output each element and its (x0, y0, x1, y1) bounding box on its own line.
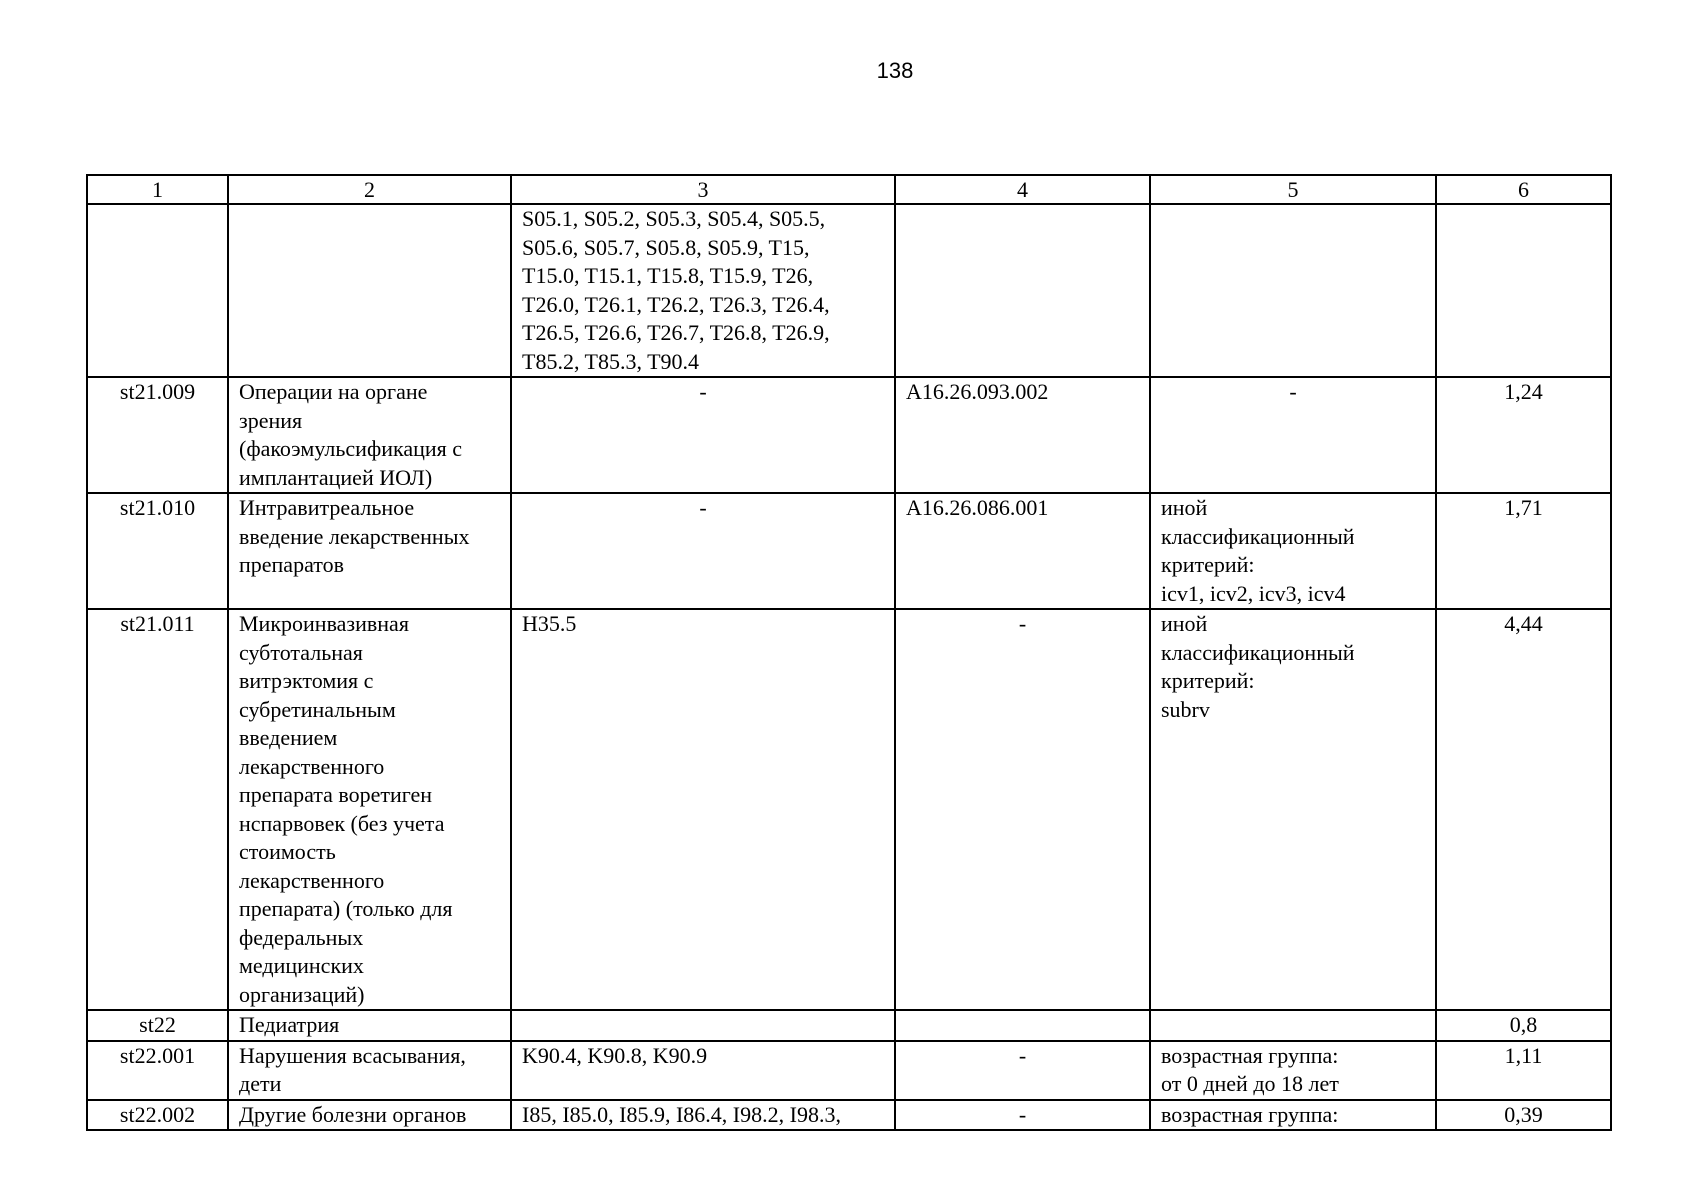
row-name: Другие болезни органов (228, 1100, 511, 1131)
table-row (87, 1041, 1611, 1100)
table-header-row (87, 175, 1611, 204)
row-name (228, 204, 511, 377)
row-services (895, 204, 1150, 377)
row-code: st22.002 (87, 1100, 228, 1131)
row-criteria: иной классификационный критерий: subrv (1150, 609, 1436, 1010)
row-code: st21.011 (87, 609, 228, 1010)
row-name: Операции на органе зрения (факоэмульсификация с имплантацией ИОЛ) (228, 377, 511, 493)
row-diagnoses: - (511, 377, 895, 493)
row-diagnoses (511, 1010, 895, 1041)
row-coefficient: 4,44 (1436, 609, 1611, 1010)
header-cell-3: 3 (511, 175, 895, 204)
row-code: st22 (87, 1010, 228, 1041)
row-diagnoses: K90.4, K90.8, K90.9 (511, 1041, 895, 1100)
row-diagnoses: S05.1, S05.2, S05.3, S05.4, S05.5, S05.6, S05.7, S05.8, S05.9, T15, T15.0, T15.1, T15.8, T15.9, T26, T26.0, T26.1, T26.2, T26.3, T26.4, T26.5, T26.6, T26.7, T26.8, T26.9, T85.2, T85.3, T90.4 (511, 204, 895, 377)
table-row (87, 609, 1611, 1010)
row-criteria (1150, 1010, 1436, 1041)
row-services (895, 1010, 1150, 1041)
row-coefficient: 0,8 (1436, 1010, 1611, 1041)
row-coefficient: 1,71 (1436, 493, 1611, 609)
row-services: - (895, 609, 1150, 1010)
row-criteria: - (1150, 377, 1436, 493)
header-cell-2: 2 (228, 175, 511, 204)
header-cell-4: 4 (895, 175, 1150, 204)
header-cell-1: 1 (87, 175, 228, 204)
row-criteria (1150, 204, 1436, 377)
tariff-table (86, 174, 1612, 1131)
row-name: Микроинвазивная субтотальная витрэктомия с субретинальным введением лекарственного препарата воретиген нспарвовек (без учета стоимость лекарственного препарата) (только для федеральных медицинских организаций) (228, 609, 511, 1010)
header-cell-6: 6 (1436, 175, 1611, 204)
table-row (87, 204, 1611, 377)
row-services: - (895, 1100, 1150, 1131)
row-code: st22.001 (87, 1041, 228, 1100)
row-code: st21.010 (87, 493, 228, 609)
row-name: Педиатрия (228, 1010, 511, 1041)
header-cell-5: 5 (1150, 175, 1436, 204)
row-name: Нарушения всасывания, дети (228, 1041, 511, 1100)
row-criteria: иной классификационный критерий: icv1, icv2, icv3, icv4 (1150, 493, 1436, 609)
row-diagnoses: - (511, 493, 895, 609)
row-criteria: возрастная группа: (1150, 1100, 1436, 1131)
row-code: st21.009 (87, 377, 228, 493)
row-criteria: возрастная группа: от 0 дней до 18 лет (1150, 1041, 1436, 1100)
row-diagnoses: H35.5 (511, 609, 895, 1010)
page-number: 138 (876, 58, 914, 83)
row-coefficient: 1,24 (1436, 377, 1611, 493)
row-name: Интравитреальное введение лекарственных препаратов (228, 493, 511, 609)
row-coefficient (1436, 204, 1611, 377)
row-services: A16.26.093.002 (895, 377, 1150, 493)
row-diagnoses: I85, I85.0, I85.9, I86.4, I98.2, I98.3, (511, 1100, 895, 1131)
row-coefficient: 0,39 (1436, 1100, 1611, 1131)
row-services: A16.26.086.001 (895, 493, 1150, 609)
table-row (87, 1100, 1611, 1131)
table-row (87, 377, 1611, 493)
table-row (87, 1010, 1611, 1041)
row-coefficient: 1,11 (1436, 1041, 1611, 1100)
table-row (87, 493, 1611, 609)
row-code (87, 204, 228, 377)
row-services: - (895, 1041, 1150, 1100)
